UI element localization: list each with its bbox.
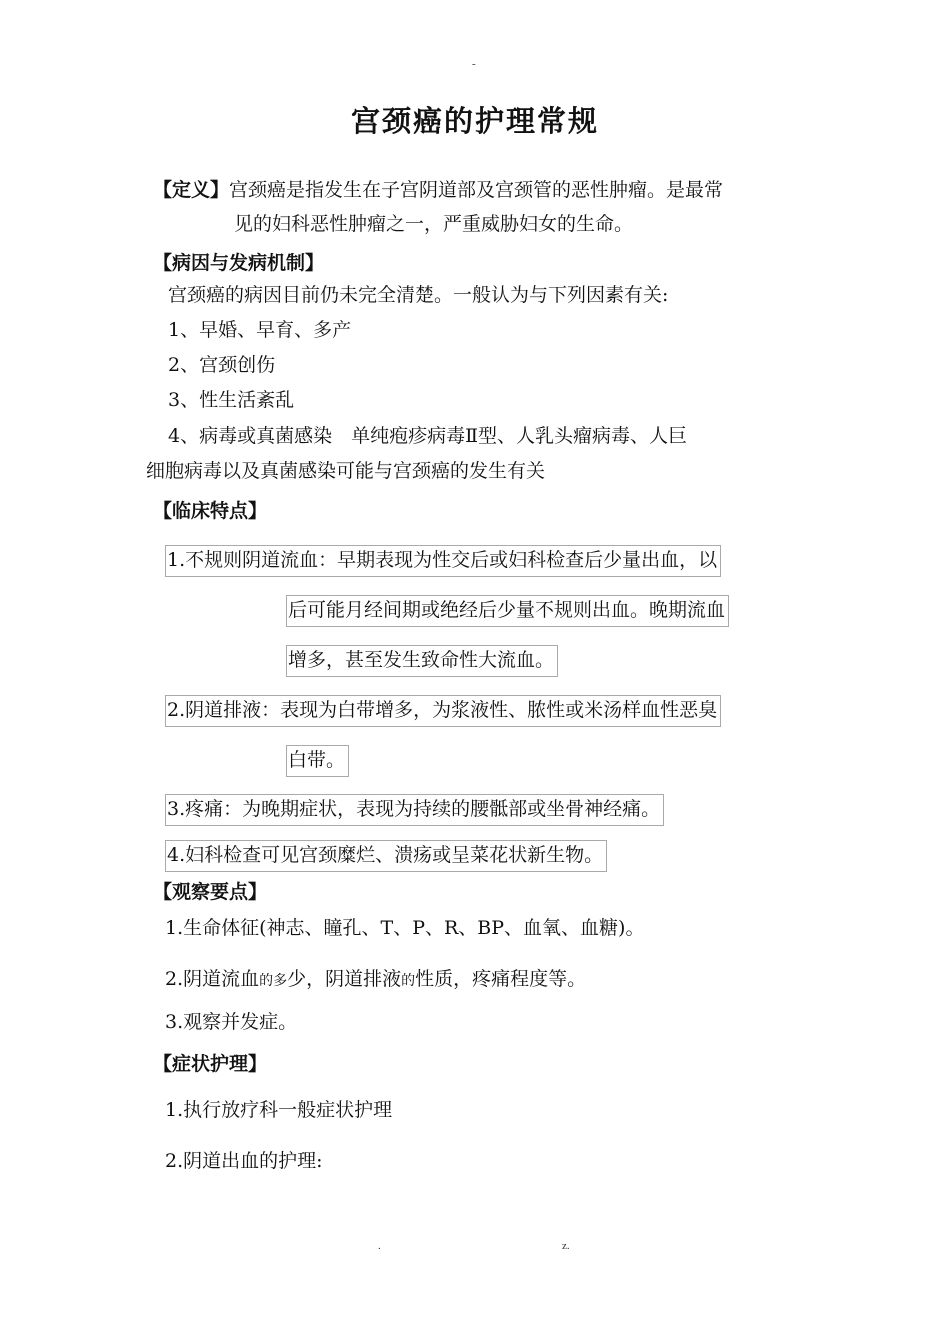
clinical-item-1-line2: 后可能月经间期或绝经后少量不规则出血。晚期流血 [286,595,729,627]
etiology-item-2: 2、宫颈创伤 [168,354,276,376]
symptom-care-item-2: 2.阴道出血的护理: [165,1150,323,1172]
etiology-intro: 宫颈癌的病因目前仍未完全清楚。一般认为与下列因素有关: [168,284,669,306]
clinical-item-1-line3: 增多，甚至发生致命性大流血。 [286,645,558,677]
observation-item-1: 1.生命体征(神志、瞳孔、T、P、R、BP、血氧、血糖)。 [165,917,645,939]
definition-line1 [153,178,723,202]
footer-right-mark: z. [562,1240,570,1252]
clinical-item-1-line1: 1.不规则阴道流血：早期表现为性交后或妇科检查后少量出血，以 [165,545,721,577]
observation-item-2-e: 的 [401,973,416,989]
footer-left-mark: . [378,1240,381,1252]
page-title: 宫颈癌的护理常规 [350,104,599,138]
clinical-item-2-line1: 2.阴道排液：表现为白带增多，为浆液性、脓性或米汤样血性恶臭 [165,695,721,727]
header-mark: - [472,58,476,70]
observation-heading: 【观察要点】 [153,881,268,903]
observation-item-2-c: 多 [273,973,288,989]
clinical-item-2-line2: 白带。 [286,745,349,777]
definition-heading: 【定义】 [153,179,230,201]
symptom-care-heading: 【症状护理】 [153,1053,268,1075]
symptom-care-item-1: 1.执行放疗科一般症状护理 [165,1099,393,1121]
etiology-heading: 【病因与发病机制】 [153,252,325,274]
etiology-item-1: 1、早婚、早育、多产 [168,319,352,341]
observation-item-3: 3.观察并发症。 [165,1011,298,1033]
observation-item-2-d: 少，阴道排液 [287,968,402,990]
clinical-item-3: 3.疼痛：为晚期症状，表现为持续的腰骶部或坐骨神经痛。 [165,794,664,826]
observation-item-2 [165,967,586,993]
clinical-item-4: 4.妇科检查可见宫颈糜烂、溃疡或呈菜花状新生物。 [165,840,607,872]
definition-text-1: 宫颈癌是指发生在子宫阴道部及宫颈管的恶性肿瘤。是最常 [229,179,724,201]
observation-item-2-a: 2.阴道流血 [165,968,260,990]
etiology-item-4-cont: 细胞病毒以及真菌感染可能与宫颈癌的发生有关 [146,460,546,482]
definition-line2: 见的妇科恶性肿瘤之一，严重威胁妇女的生命。 [234,213,634,235]
observation-item-2-f: 性质，疼痛程度等。 [415,968,587,990]
etiology-item-3: 3、性生活紊乱 [168,389,295,411]
etiology-item-4: 4、病毒或真菌感染 单纯疱疹病毒Ⅱ型、人乳头瘤病毒、人巨 [168,425,688,447]
clinical-heading: 【临床特点】 [153,500,268,522]
observation-item-2-b: 的 [259,973,274,989]
